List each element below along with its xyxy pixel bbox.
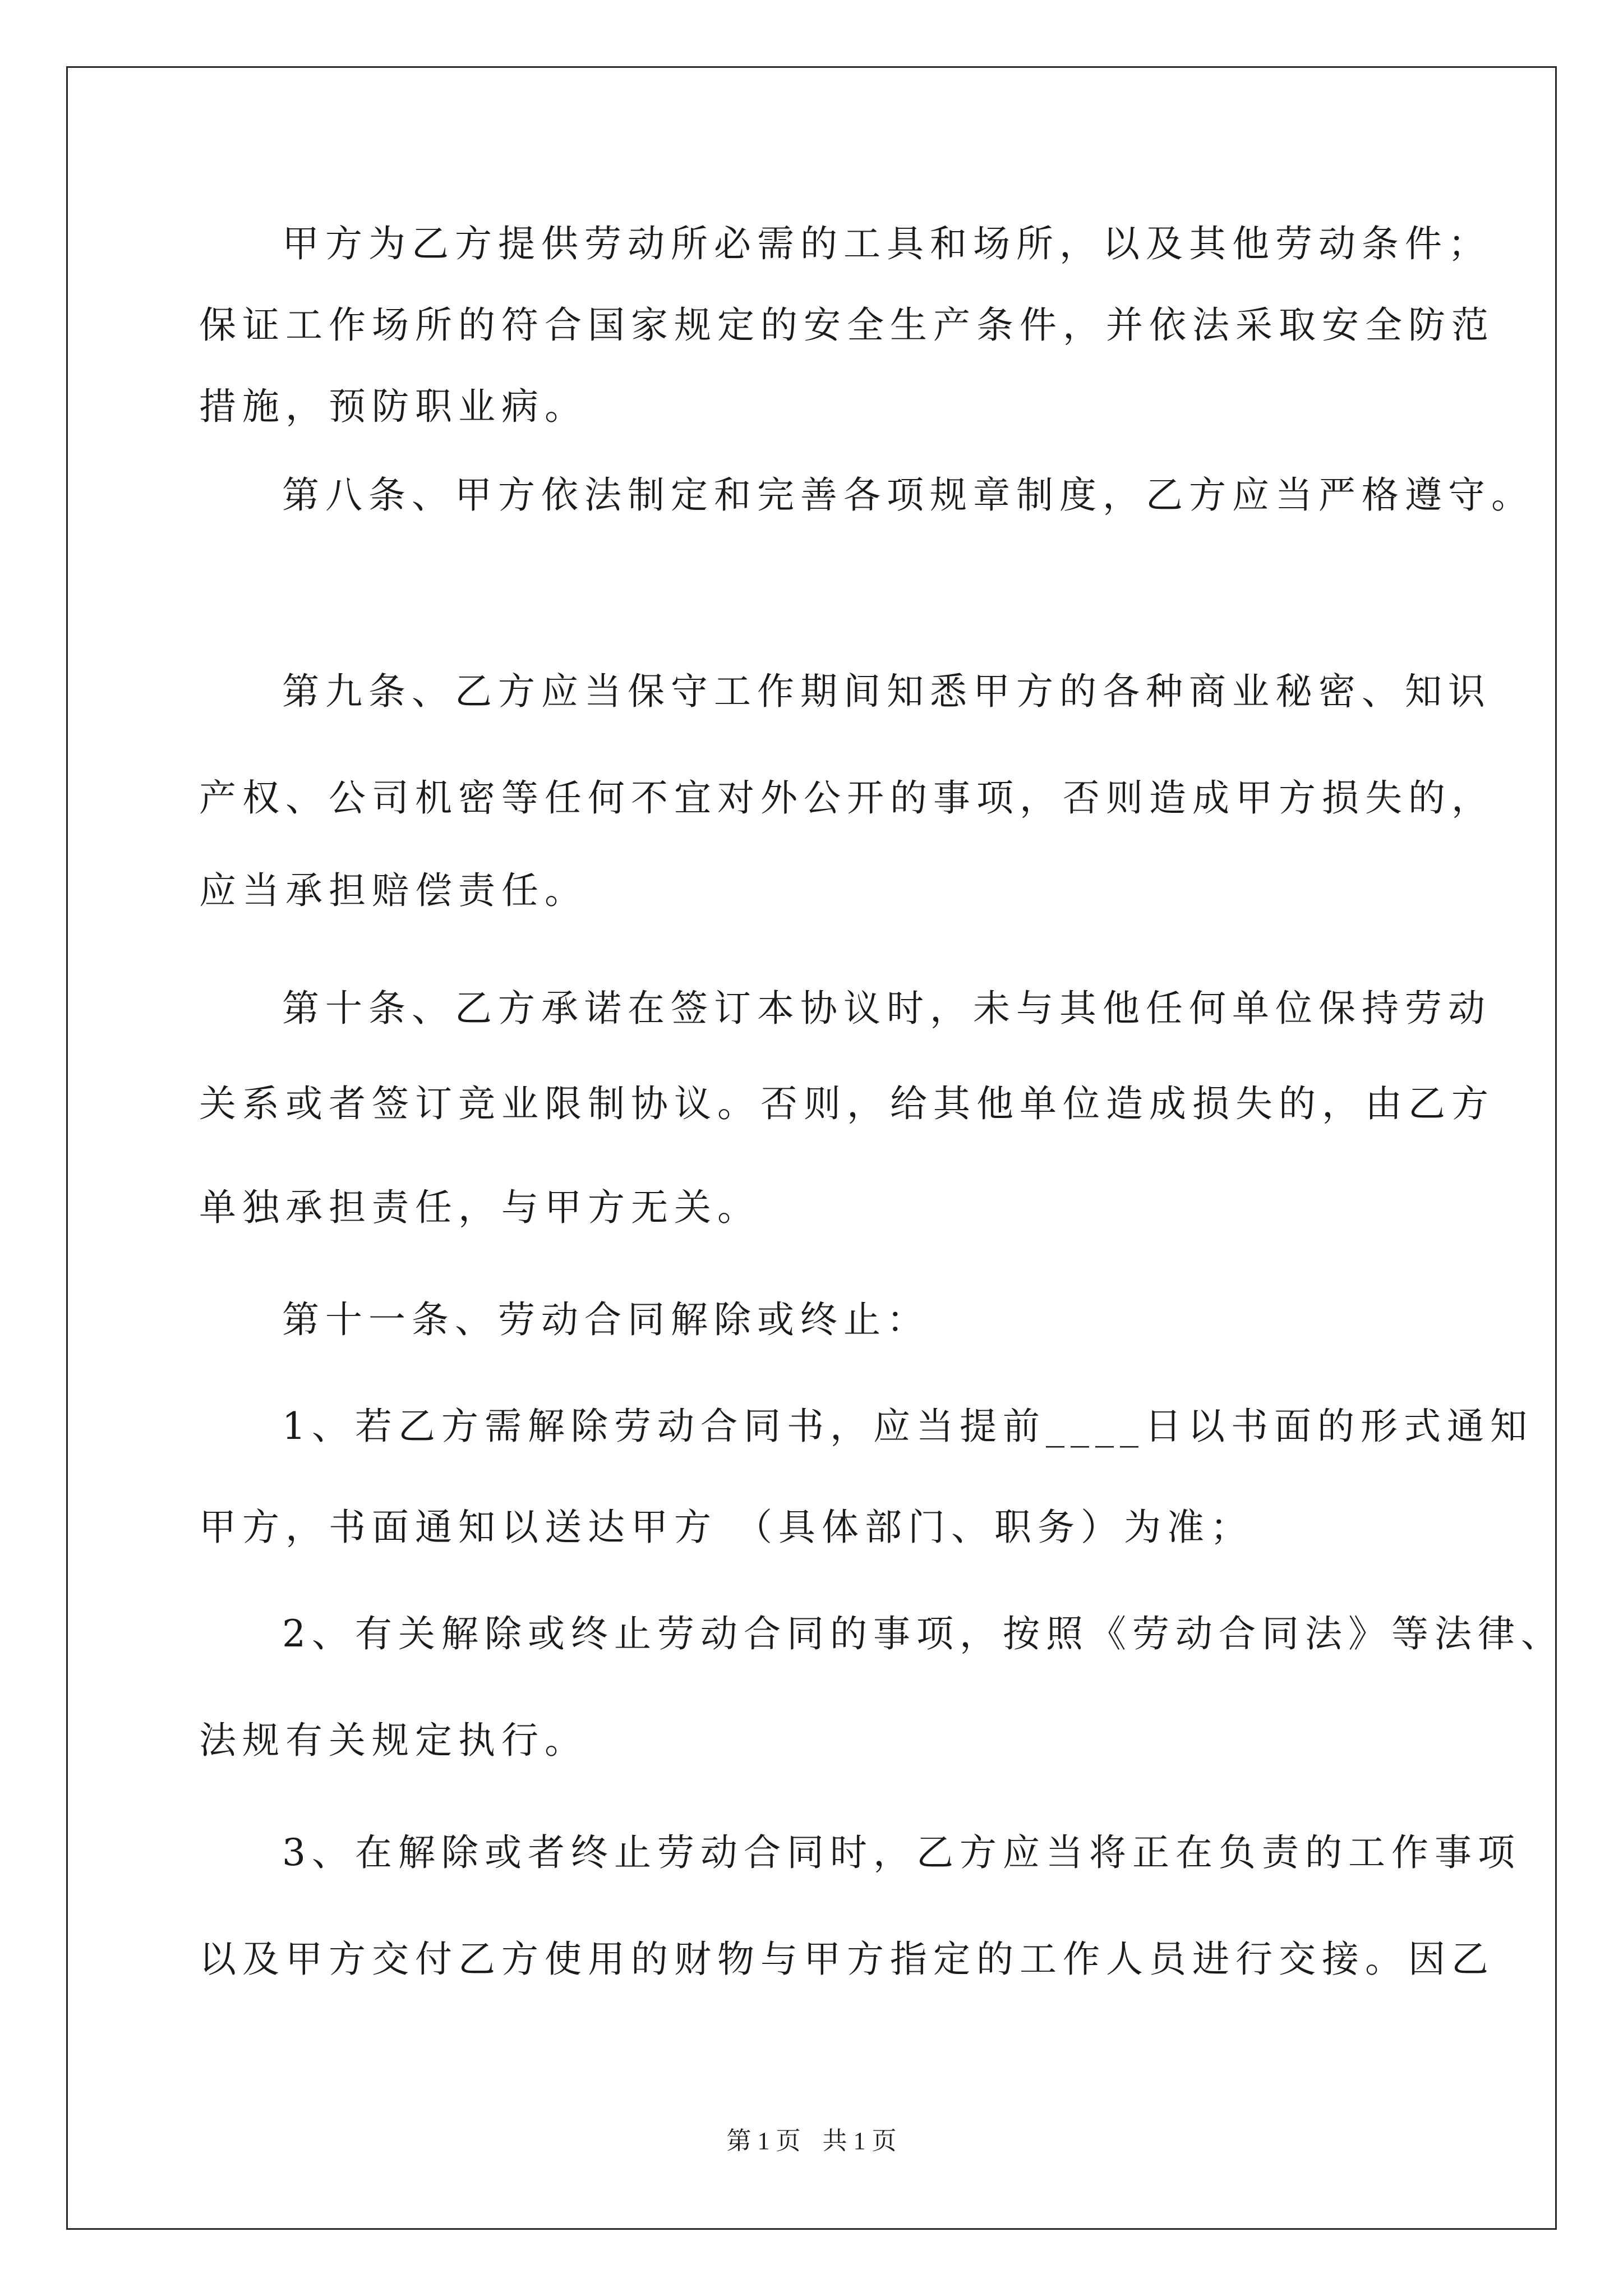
body-line: 单独承担责任，与甲方无关。 (199, 1186, 760, 1229)
body-line: 产权、公司机密等任何不宜对外公开的事项，否则造成甲方损失的， (199, 776, 1495, 820)
body-line: 3、在解除或者终止劳动合同时，乙方应当将正在负责的工作事项 (282, 1831, 1521, 1874)
body-line: 2、有关解除或终止劳动合同的事项，按照《劳动合同法》等法律、 (282, 1612, 1564, 1655)
body-line: 第十一条、劳动合同解除或终止： (282, 1298, 930, 1341)
page-number-total: 共 1 页 (822, 2127, 897, 2155)
body-line: 1、若乙方需解除劳动合同书，应当提前____日以书面的形式通知 (282, 1405, 1533, 1448)
body-line: 第九条、乙方应当保守工作期间知悉甲方的各种商业秘密、知识 (282, 670, 1491, 713)
page-footer (0, 2120, 1623, 2156)
body-line: 第八条、甲方依法制定和完善各项规章制度，乙方应当严格遵守。 (282, 473, 1534, 517)
body-line: 甲方为乙方提供劳动所必需的工具和场所，以及其他劳动条件； (282, 222, 1491, 265)
body-line: 第十条、乙方承诺在签订本协议时，未与其他任何单位保持劳动 (282, 987, 1491, 1030)
body-line: 甲方，书面通知以送达甲方 （具体部门、职务）为准； (199, 1506, 1253, 1549)
body-line: 以及甲方交付乙方使用的财物与甲方指定的工作人员进行交接。因乙 (199, 1938, 1495, 1981)
body-line: 法规有关规定执行。 (199, 1719, 588, 1762)
body-line: 应当承担赔偿责任。 (199, 869, 588, 912)
body-line: 关系或者签订竞业限制协议。否则，给其他单位造成损失的，由乙方 (199, 1082, 1495, 1125)
body-line: 保证工作场所的符合国家规定的安全生产条件，并依法采取安全防范 (199, 303, 1495, 347)
page-number-current: 第 1 页 (726, 2127, 801, 2155)
body-line: 措施，预防职业病。 (199, 385, 588, 428)
